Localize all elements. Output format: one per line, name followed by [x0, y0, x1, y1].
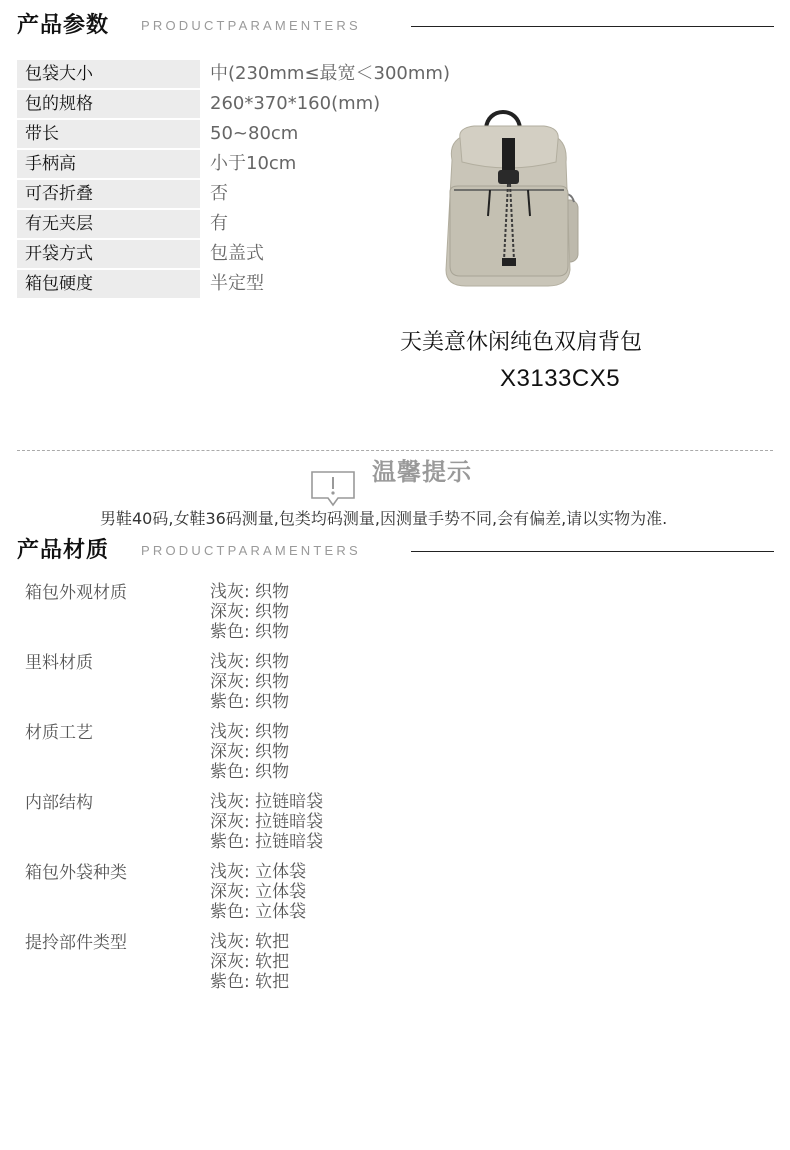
- spec-label: 箱包硬度: [17, 270, 200, 298]
- material-values: [210, 582, 289, 642]
- product-code: X3133CX5: [500, 365, 621, 392]
- spec-value: 否: [210, 183, 228, 204]
- material-value: 深灰: 织物: [210, 602, 290, 622]
- spec-row: [17, 90, 397, 120]
- spec-row: [17, 120, 397, 150]
- spec-row: [17, 210, 397, 240]
- material-value: 浅灰: 拉链暗袋: [210, 792, 324, 812]
- material-values: [210, 792, 323, 852]
- material-label: 箱包外观材质: [25, 583, 127, 603]
- material-value: 浅灰: 织物: [210, 652, 290, 672]
- material-value: 深灰: 软把: [210, 952, 290, 972]
- material-values: [210, 862, 306, 922]
- spec-label: 手柄高: [17, 150, 200, 178]
- notice-text: 男鞋40码,女鞋36码测量,包类均码测量,因测量手势不同,会有偏差,请以实物为准.: [100, 509, 668, 528]
- material-label: 材质工艺: [25, 723, 93, 743]
- notice-title: 温馨提示: [372, 458, 472, 486]
- spec-label: 可否折叠: [17, 180, 200, 208]
- material-value: 浅灰: 立体袋: [210, 862, 307, 882]
- spec-label: 有无夹层: [17, 210, 200, 238]
- spec-value: 中(230mm≤最宽＜300mm): [210, 63, 450, 84]
- material-values: [210, 722, 289, 782]
- material-label: 箱包外袋种类: [25, 863, 127, 883]
- spec-value: 50~80cm: [210, 123, 299, 144]
- notice-bubble-icon: [310, 470, 356, 508]
- material-label: 里料材质: [25, 653, 93, 673]
- material-value: 紫色: 拉链暗袋: [210, 832, 324, 852]
- dashed-divider: [17, 450, 773, 451]
- material-values: [210, 652, 289, 712]
- spec-value: 包盖式: [210, 243, 264, 264]
- spec-row: [17, 60, 450, 90]
- material-value: 浅灰: 软把: [210, 932, 290, 952]
- spec-value: 小于10cm: [210, 153, 297, 174]
- material-label: 内部结构: [25, 793, 93, 813]
- material-label: 提拎部件类型: [25, 933, 127, 953]
- section-subtitle: PRODUCTPARAMENTERS: [141, 18, 361, 33]
- material-value: 深灰: 织物: [210, 672, 290, 692]
- spec-label: 开袋方式: [17, 240, 200, 268]
- material-values: [210, 932, 289, 992]
- spec-table: [17, 60, 450, 300]
- material-value: 紫色: 立体袋: [210, 902, 307, 922]
- spec-value: 半定型: [210, 273, 264, 294]
- spec-row: [17, 270, 397, 300]
- spec-label: 包袋大小: [17, 60, 200, 88]
- material-value: 紫色: 织物: [210, 762, 290, 782]
- material-value: 深灰: 拉链暗袋: [210, 812, 324, 832]
- material-value: 浅灰: 织物: [210, 722, 290, 742]
- section-subtitle: PRODUCTPARAMENTERS: [141, 543, 361, 558]
- material-value: 深灰: 织物: [210, 742, 290, 762]
- spec-label: 包的规格: [17, 90, 200, 118]
- section-divider: [411, 551, 774, 552]
- material-value: 浅灰: 织物: [210, 582, 290, 602]
- backpack-image: [438, 100, 588, 290]
- material-value: 深灰: 立体袋: [210, 882, 307, 902]
- product-name: 天美意休闲纯色双肩背包: [400, 330, 643, 355]
- section-header-materials: [0, 531, 790, 571]
- material-value: 紫色: 软把: [210, 972, 290, 992]
- spec-label: 带长: [17, 120, 200, 148]
- section-title: 产品材质: [17, 538, 110, 563]
- spec-value: 260*370*160(mm): [210, 93, 381, 114]
- spec-row: [17, 180, 397, 210]
- spec-row: [17, 150, 397, 180]
- section-divider: [411, 26, 774, 27]
- material-value: 紫色: 织物: [210, 692, 290, 712]
- section-title: 产品参数: [17, 13, 110, 38]
- material-value: 紫色: 织物: [210, 622, 290, 642]
- spec-value: 有: [210, 213, 228, 234]
- section-header-params: [0, 6, 790, 46]
- spec-row: [17, 240, 397, 270]
